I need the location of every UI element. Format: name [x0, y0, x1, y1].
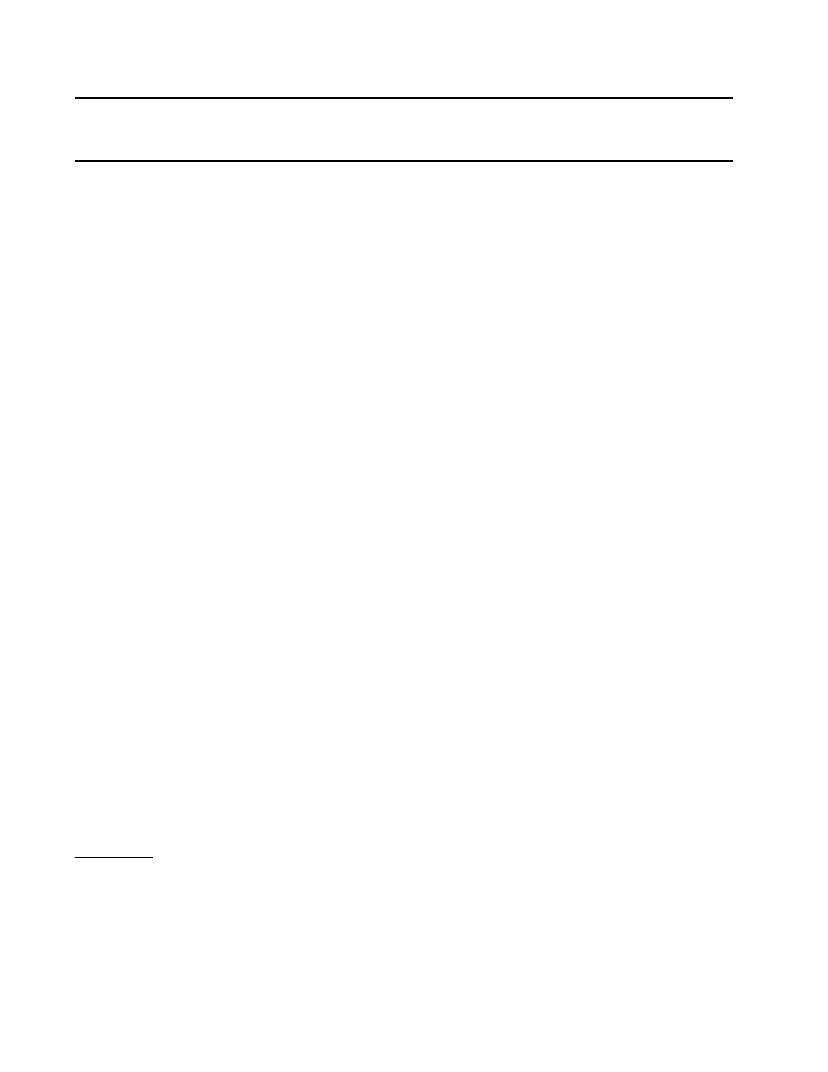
- title-bottom-rule: [75, 160, 733, 162]
- footnote-rule: [75, 857, 153, 858]
- author-list: [75, 191, 733, 207]
- figure-1-illustration: [415, 236, 733, 341]
- top-rule: [75, 97, 733, 99]
